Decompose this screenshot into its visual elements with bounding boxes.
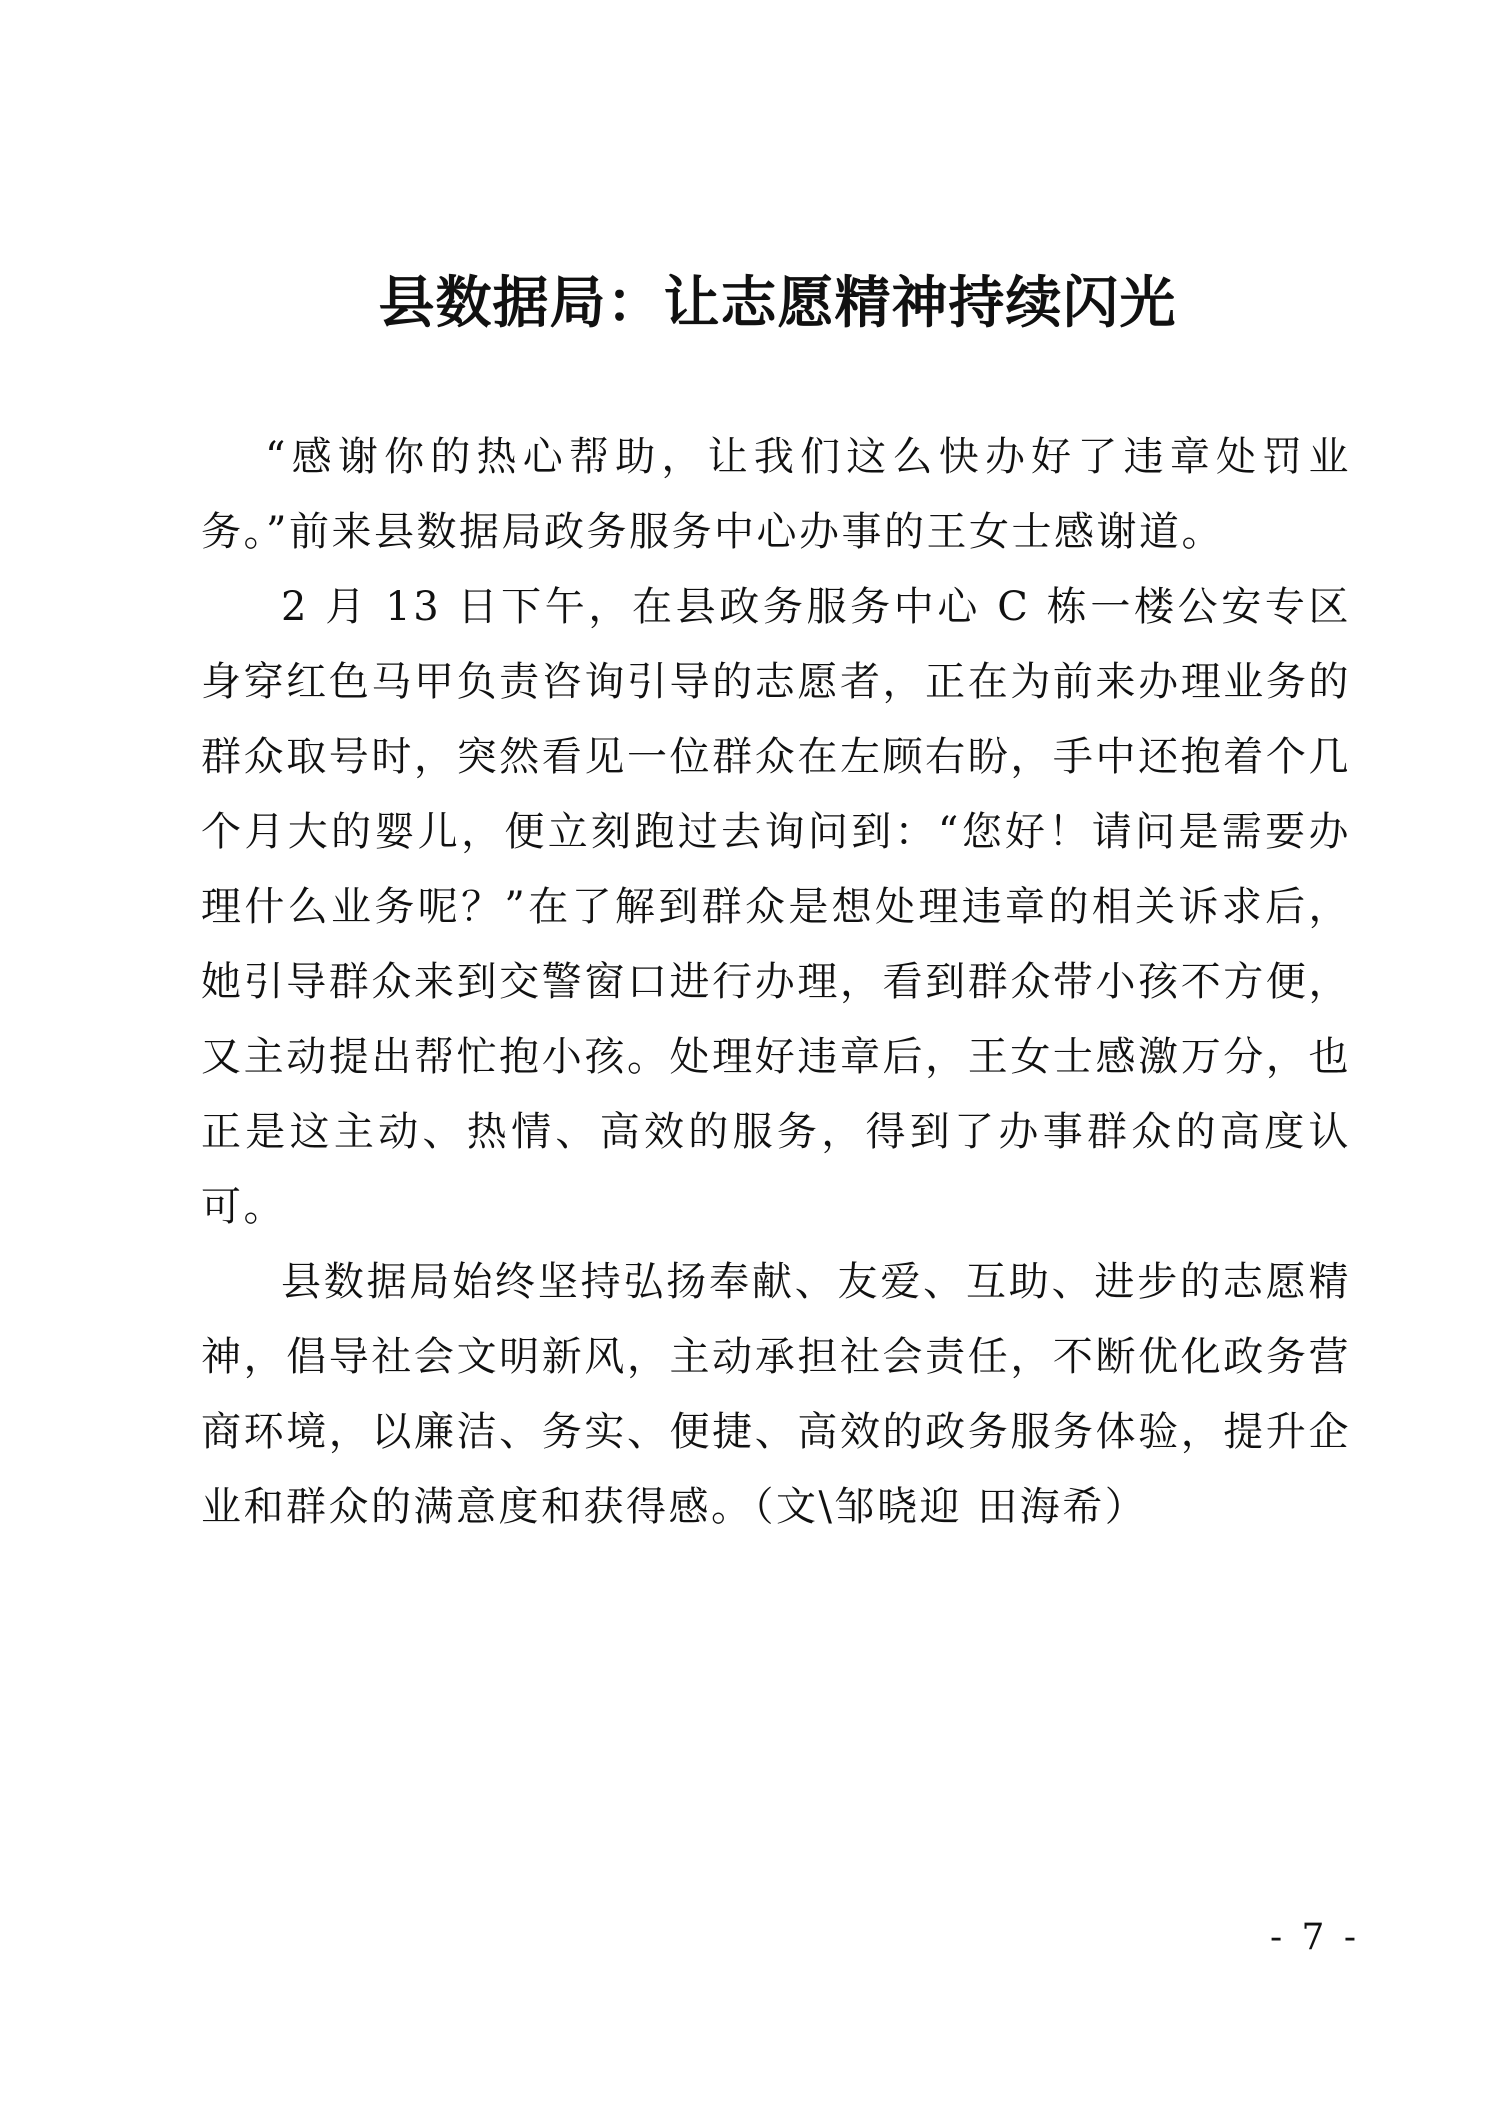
page-number: - 7 -: [1269, 1917, 1361, 1958]
article-body: [201, 420, 1351, 1545]
page-title: 县数据局：让志愿精神持续闪光: [378, 270, 1177, 336]
paragraph-story: 2 月 13 日下午，在县政务服务中心 C 栋一楼公安专区身穿红色马甲负责咨询引导的志愿者，正在为前来办理业务的群众取号时，突然看见一位群众在左顾右盼，手中还抱着个几个月大的婴儿，便立刻跑过去询问到：“您好！请问是需要办理什么业务呢？”在了解到群众是想处理违章的相关诉求后，她引导群众来到交警窗口进行办理，看到群众带小孩不方便，又主动提出帮忙抱小孩。处理好违章后，王女士感激万分，也正是这主动、热情、高效的服务，得到了办事群众的高度认可。: [201, 584, 1351, 1230]
paragraph-summary: 县数据局始终坚持弘扬奉献、友爱、互助、进步的志愿精神，倡导社会文明新风，主动承担社会责任，不断优化政务营商环境，以廉洁、务实、便捷、高效的政务服务体验，提升企业和群众的满意度和获得感。（文\邹晓迎 田海希）: [201, 1259, 1351, 1530]
paragraph-quote: “感谢你的热心帮助，让我们这么快办好了违章处罚业务。”前来县数据局政务服务中心办事的王女士感谢道。: [201, 434, 1351, 555]
